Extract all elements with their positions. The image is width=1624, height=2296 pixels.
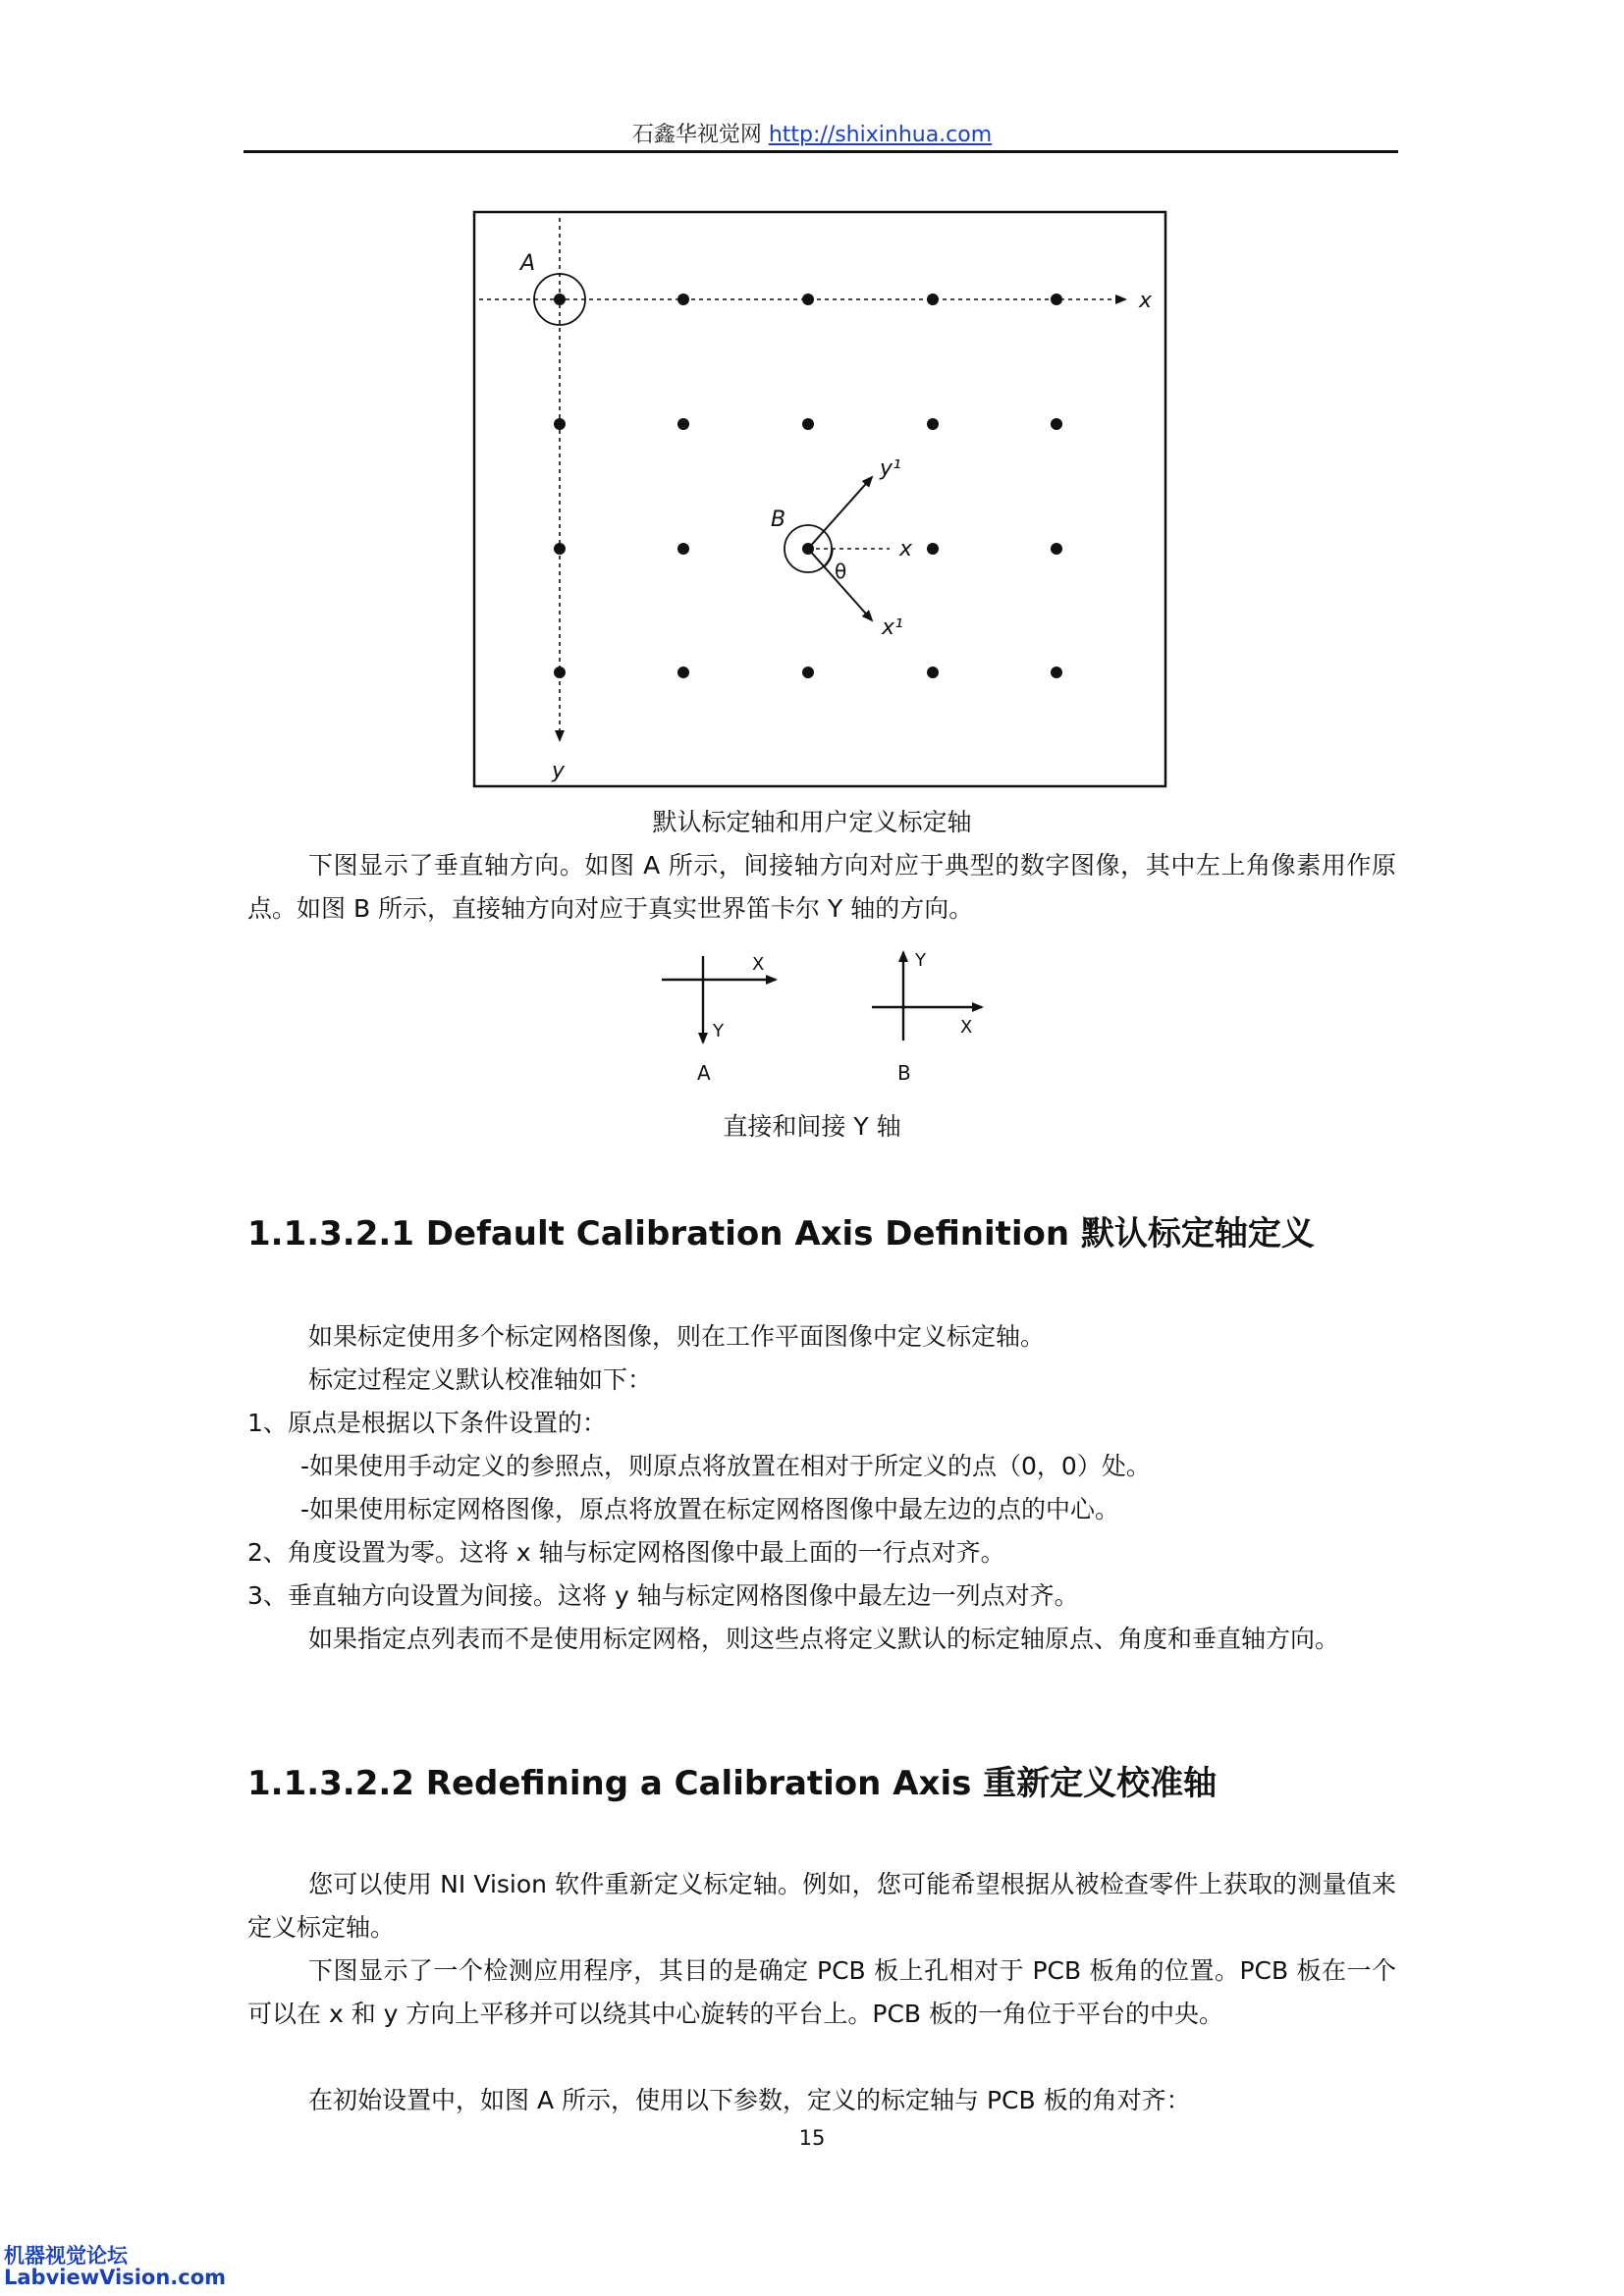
figure1-caption: 默认标定轴和用户定义标定轴 xyxy=(652,808,972,836)
a-label: A xyxy=(697,1061,711,1085)
section1-heading: 1.1.3.2.1 Default Calibration Axis Definition 默认标定轴定义 xyxy=(247,1214,1315,1254)
header-divider xyxy=(244,150,1398,153)
watermark-line2[interactable]: LabviewVision.com xyxy=(4,2266,227,2289)
calibration-axes-figure xyxy=(469,210,1170,791)
section1-item1b: -如果使用标定网格图像，原点将放置在标定网格图像中最左边的点的中心。 xyxy=(300,1495,1120,1523)
section2-p2: 下图显示了一个检测应用程序，其目的是确定 PCB 板上孔相对于 PCB 板角的位置。PCB 板在一个可以在 x 和 y 方向上平移并可以绕其中心旋转的平台上。PCB 板的一角位于平台的中央。 xyxy=(247,1956,1396,2028)
section1-p3: 如果指定点列表而不是使用标定网格，则这些点将定义默认的标定轴原点、角度和垂直轴方向。 xyxy=(308,1625,1340,1653)
section2-p3: 在初始设置中，如图 A 所示，使用以下参数，定义的标定轴与 PCB 板的角对齐： xyxy=(308,2086,1191,2114)
label-b: B xyxy=(771,507,786,532)
a-y-label: Y xyxy=(713,1021,724,1041)
b-label: B xyxy=(897,1061,911,1085)
site-name: 石鑫华视觉网 xyxy=(631,123,762,147)
label-a: A xyxy=(520,251,536,276)
label-theta: θ xyxy=(835,560,847,583)
y1-axis-arrow xyxy=(808,477,872,549)
intro-paragraph: 下图显示了垂直轴方向。如图 A 所示，间接轴方向对应于典型的数字图像，其中左上角像素用作原点。如图 B 所示，直接轴方向对应于真实世界笛卡尔 Y 轴的方向。 xyxy=(247,851,1396,923)
label-x-local: x xyxy=(899,537,913,561)
section1-item2: 2、角度设置为零。这将 x 轴与标定网格图像中最上面的一行点对齐。 xyxy=(247,1538,1005,1567)
section2-heading: 1.1.3.2.2 Redefining a Calibration Axis 重新定义校准轴 xyxy=(247,1764,1218,1803)
label-x1: x¹ xyxy=(882,615,903,640)
section1-item3: 3、垂直轴方向设置为间接。这将 y 轴与标定网格图像中最左边一列点对齐。 xyxy=(247,1581,1079,1610)
grid-dots xyxy=(554,294,1062,678)
figure2-caption: 直接和间接 Y 轴 xyxy=(723,1112,901,1141)
section1-p2: 标定过程定义默认校准轴如下： xyxy=(308,1365,653,1394)
label-x: x xyxy=(1139,289,1153,313)
watermark-line1: 机器视觉论坛 xyxy=(4,2244,128,2268)
page-number: 15 xyxy=(798,2126,826,2150)
label-y1: y¹ xyxy=(880,456,901,481)
a-x-label: X xyxy=(752,954,765,975)
axis-orientation-figure xyxy=(648,942,1001,1090)
section1-item1a: -如果使用手动定义的参照点，则原点将放置在相对于所定义的点（0，0）处。 xyxy=(300,1452,1151,1480)
section1-p1: 如果标定使用多个标定网格图像，则在工作平面图像中定义标定轴。 xyxy=(308,1322,1046,1351)
section1-item1: 1、原点是根据以下条件设置的： xyxy=(247,1409,607,1437)
site-link[interactable]: http://shixinhua.com xyxy=(768,123,993,147)
b-x-label: X xyxy=(960,1017,973,1038)
page-header xyxy=(0,118,1624,148)
b-y-label: Y xyxy=(915,950,926,971)
label-y: y xyxy=(552,759,566,783)
section2-p1: 您可以使用 NI Vision 软件重新定义标定轴。例如，您可能希望根据从被检查零件上获取的测量值来定义标定轴。 xyxy=(247,1870,1396,1942)
